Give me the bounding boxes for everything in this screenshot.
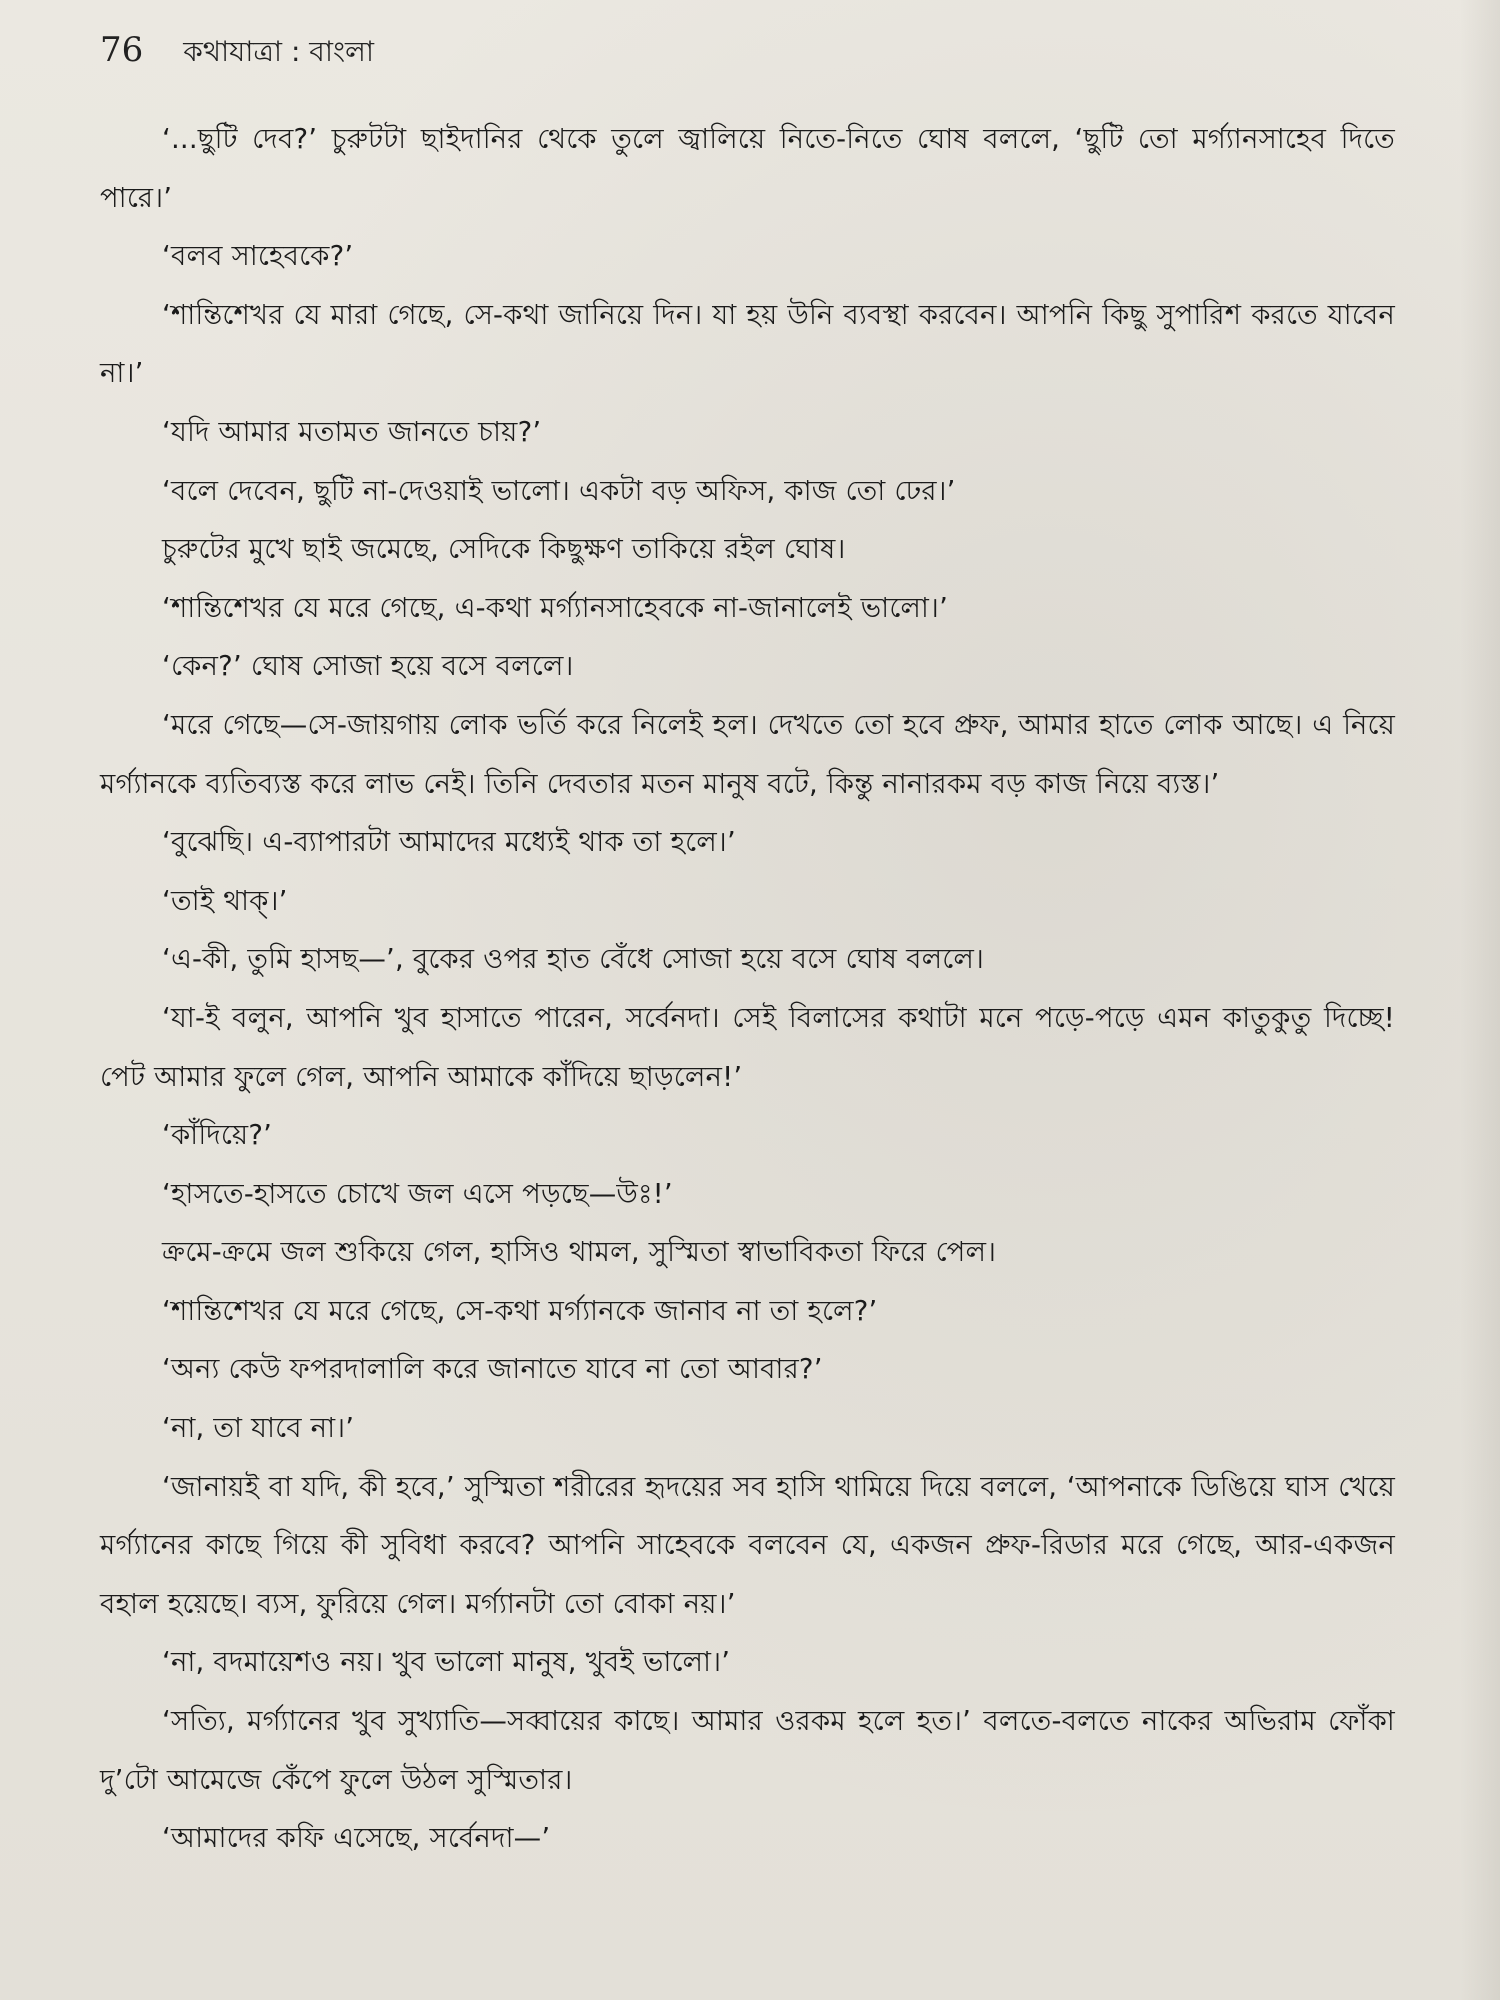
paragraph: ‘বুঝেছি। এ-ব্যাপারটা আমাদের মধ্যেই থাক তা হলে।’ xyxy=(162,826,736,859)
body-text xyxy=(100,110,1395,1868)
paragraph: ‘বলব সাহেবকে?’ xyxy=(162,240,354,273)
paragraph: ‘যদি আমার মতামত জানতে চায়?’ xyxy=(162,415,542,448)
paragraph: ‘শান্তিশেখর যে মরে গেছে, সে-কথা মর্গ্যানকে জানাব না তা হলে?’ xyxy=(162,1294,878,1327)
paragraph: ‘শান্তিশেখর যে মারা গেছে, সে-কথা জানিয়ে দিন। যা হয় উনি ব্যবস্থা করবেন। আপনি কিছু সুপারিশ করতে যাবেন না।’ xyxy=(100,298,1395,390)
paragraph: ক্রমে-ক্রমে জল শুকিয়ে গেল, হাসিও থামল, সুস্মিতা স্বাভাবিকতা ফিরে পেল। xyxy=(162,1236,997,1269)
paragraph: ‘অন্য কেউ ফপরদালালি করে জানাতে যাবে না তো আবার?’ xyxy=(162,1353,823,1386)
paragraph: চুরুটের মুখে ছাই জমেছে, সেদিকে কিছুক্ষণ তাকিয়ে রইল ঘোষ। xyxy=(162,533,846,566)
paragraph: ‘বলে দেবেন, ছুটি না-দেওয়াই ভালো। একটা বড় অফিস, কাজ তো ঢের।’ xyxy=(162,474,956,507)
paragraph: ‘এ-কী, তুমি হাসছ—’, বুকের ওপর হাত বেঁধে সোজা হয়ে বসে ঘোষ বললে। xyxy=(162,943,985,976)
paragraph: ‘কাঁদিয়ে?’ xyxy=(162,1119,273,1152)
book-title: কথাযাত্রা : বাংলা xyxy=(183,35,375,68)
paragraph: ‘শান্তিশেখর যে মরে গেছে, এ-কথা মর্গ্যানসাহেবকে না-জানালেই ভালো।’ xyxy=(162,591,949,624)
paragraph: ‘না, বদমায়েশও নয়। খুব ভালো মানুষ, খুবই ভালো।’ xyxy=(162,1646,731,1679)
paragraph: ‘আমাদের কফি এসেছে, সর্বেনদা—’ xyxy=(162,1822,551,1855)
page-edge-shadow xyxy=(1460,0,1500,2000)
paragraph: ‘তাই থাক্।’ xyxy=(162,884,288,917)
paragraph: ‘যা-ই বলুন, আপনি খুব হাসাতে পারেন, সর্বেনদা। সেই বিলাসের কথাটা মনে পড়ে-পড়ে এমন কাতুকুতু দিচ্ছে! পেট আমার ফুলে গেল, আপনি আমাকে কাঁদিয়ে ছাড়লেন!’ xyxy=(100,1001,1395,1093)
paragraph: ‘...ছুটি দেব?’ চুরুটটা ছাইদানির থেকে তুলে জ্বালিয়ে নিতে-নিতে ঘোষ বললে, ‘ছুটি তো মর্গ্যানসাহেব দিতে পারে।’ xyxy=(100,123,1395,214)
page-number: 76 xyxy=(100,30,144,70)
paragraph: ‘না, তা যাবে না।’ xyxy=(162,1412,355,1445)
paragraph: ‘সত্যি, মর্গ্যানের খুব সুখ্যাতি—সব্বায়ের কাছে। আমার ওরকম হলে হত।’ বলতে-বলতে নাকের অভিরাম ফোঁকা দু’টো আমেজে কেঁপে ফুলে উঠল সুস্মিতার। xyxy=(100,1705,1395,1796)
paragraph: ‘মরে গেছে—সে-জায়গায় লোক ভর্তি করে নিলেই হল। দেখতে তো হবে প্রুফ, আমার হাতে লোক আছে। এ নিয়ে মর্গ্যানকে ব্যতিব্যস্ত করে লাভ নেই। তিনি দেবতার মতন মানুষ বটে, কিন্তু নানারকম বড় কাজ নিয়ে ব্যস্ত।’ xyxy=(100,708,1395,800)
running-head xyxy=(100,30,374,90)
paragraph: ‘কেন?’ ঘোষ সোজা হয়ে বসে বললে। xyxy=(162,650,574,683)
paragraph: ‘জানায়ই বা যদি, কী হবে,’ সুস্মিতা শরীরের হৃদয়ের সব হাসি থামিয়ে দিয়ে বললে, ‘আপনাকে ডিঙিয়ে ঘাস খেয়ে মর্গ্যানের কাছে গিয়ে কী সুবিধা করবে? আপনি সাহেবকে বলবেন যে, একজন প্রুফ-রিডার মরে গেছে, আর-একজন বহাল হয়েছে। ব্যস, ফুরিয়ে গেল। মর্গ্যানটা তো বোকা নয়।’ xyxy=(100,1470,1395,1620)
paragraph: ‘হাসতে-হাসতে চোখে জল এসে পড়ছে—উঃ!’ xyxy=(162,1177,673,1210)
